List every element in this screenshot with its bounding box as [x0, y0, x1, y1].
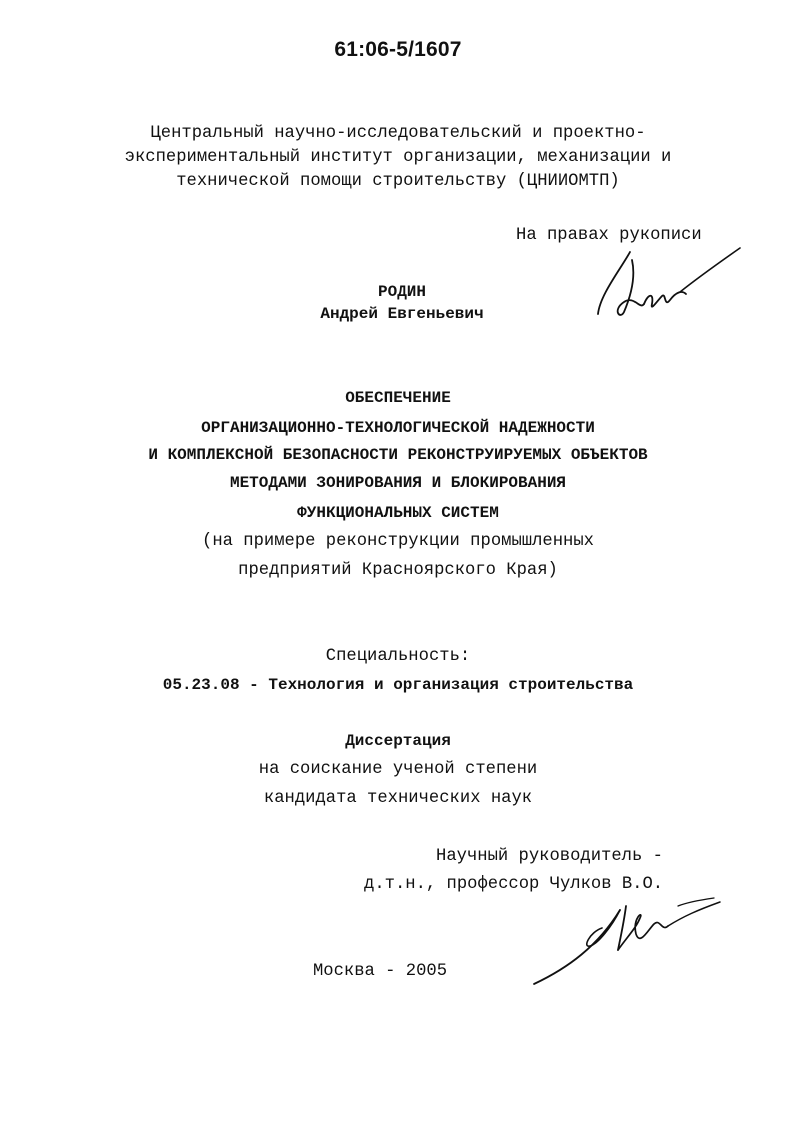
title-line-3: И КОМПЛЕКСНОЙ БЕЗОПАСНОСТИ РЕКОНСТРУИРУЕМЫХ ОБЪЕКТОВ [148, 446, 648, 464]
title-line-2: ОРГАНИЗАЦИОННО-ТЕХНОЛОГИЧЕСКОЙ НАДЕЖНОСТИ [201, 419, 595, 437]
degree-line-2: кандидата технических наук [263, 789, 533, 808]
subtitle-line-2: предприятий Красноярского Края) [238, 561, 558, 580]
author-signature [590, 240, 750, 320]
subtitle-line-1: (на примере реконструкции промышленных [202, 532, 594, 551]
manuscript-rights: На правах рукописи [516, 226, 702, 245]
advisor-label: Научный руководитель - [436, 847, 663, 866]
advisor-name: д.т.н., профессор Чулков В.О. [364, 875, 664, 894]
city-year: Москва - 2005 [312, 962, 448, 981]
author-surname: РОДИН [377, 283, 426, 301]
catalog-code: 61:06-5/1607 [334, 38, 462, 61]
author-name: Андрей Евгеньевич [320, 305, 484, 323]
title-line-4: МЕТОДАМИ ЗОНИРОВАНИЯ И БЛОКИРОВАНИЯ [229, 474, 567, 492]
specialty-code-name: 05.23.08 - Технология и организация строительства [162, 676, 634, 694]
title-line-5: ФУНКЦИОНАЛЬНЫХ СИСТЕМ [297, 504, 499, 522]
specialty-label: Специальность: [325, 647, 471, 666]
degree-line-1: на соискание ученой степени [258, 760, 538, 779]
institution-line-3: технической помощи строительству (ЦНИИОМТП) [176, 172, 620, 191]
title-line-1: ОБЕСПЕЧЕНИЕ [345, 389, 451, 407]
institution-line-1: Центральный научно-исследовательский и проектно- [150, 124, 646, 143]
institution-line-2: экспериментальный институт организации, механизации и [124, 148, 672, 167]
work-type: Диссертация [345, 732, 451, 750]
